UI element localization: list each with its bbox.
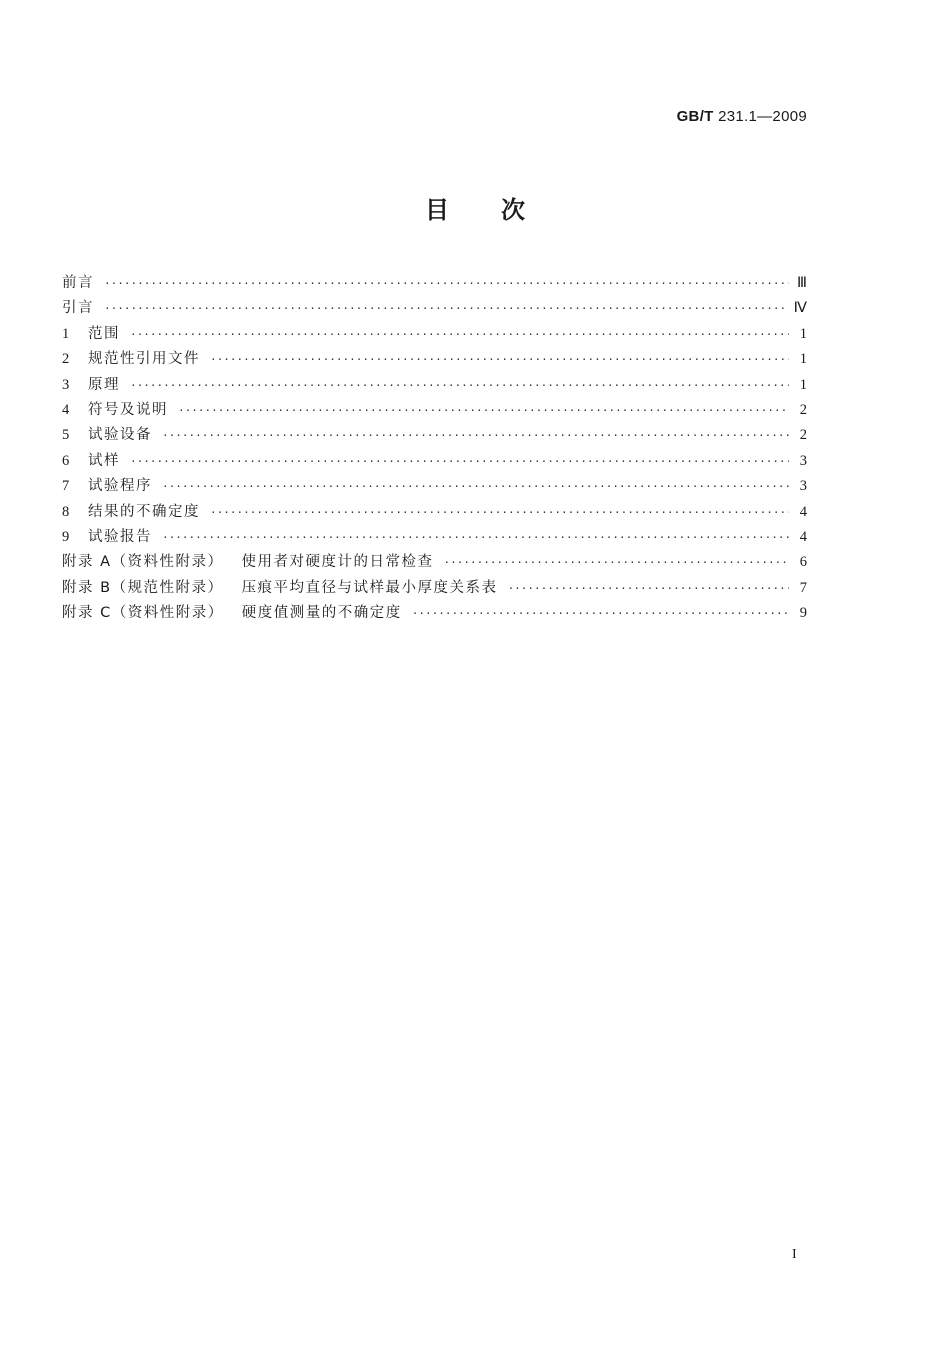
toc-leader-dots	[162, 429, 789, 442]
toc-entry-8[interactable]	[62, 500, 807, 525]
toc-page-number: 4	[799, 528, 807, 545]
toc-leader-dots	[444, 556, 789, 569]
toc-leader-dots	[210, 353, 789, 366]
toc-entry-number: 6	[62, 452, 70, 469]
toc-page-number: 1	[799, 325, 807, 342]
toc-leader-dots	[130, 328, 789, 341]
toc-entry-label: 试验设备	[88, 427, 152, 444]
toc-page-number: 3	[799, 452, 807, 469]
toc-entry-label: 试验程序	[88, 478, 152, 495]
toc-leader-dots	[210, 506, 789, 519]
standard-prefix: GB/T	[676, 108, 714, 125]
toc-entry-label: 规范性引用文件	[88, 351, 200, 368]
standard-code	[677, 108, 807, 125]
toc-page-number: 3	[799, 478, 807, 495]
toc-annex-prefix: 附录 A（资料性附录）	[62, 554, 224, 571]
toc-entry-6[interactable]	[62, 449, 807, 474]
toc-leader-dots	[162, 531, 789, 544]
toc-entry-2[interactable]	[62, 347, 807, 372]
toc-entry-7[interactable]	[62, 474, 807, 499]
toc-entry-label: 试样	[88, 452, 120, 469]
toc-entry-number: 4	[62, 401, 70, 418]
toc-entry-1[interactable]	[62, 322, 807, 347]
toc-leader-dots	[130, 455, 789, 468]
toc-leader-dots	[178, 404, 789, 417]
toc-entry-number: 5	[62, 427, 70, 444]
table-of-contents	[62, 271, 807, 626]
toc-title: 目次	[425, 196, 577, 224]
toc-entry-number: 8	[62, 503, 70, 520]
toc-annex-title: 硬度值测量的不确定度	[241, 605, 402, 622]
toc-entry-label: 引言	[62, 300, 94, 317]
toc-page-number: 1	[799, 351, 807, 368]
toc-page-number: Ⅳ	[793, 300, 807, 317]
toc-leader-dots	[508, 582, 789, 595]
toc-entry-label: 结果的不确定度	[88, 503, 200, 520]
toc-page-number: 1	[799, 376, 807, 393]
toc-leader-dots	[412, 607, 789, 620]
toc-entry-number: 7	[62, 478, 70, 495]
page-footer-number: I	[792, 1247, 797, 1262]
toc-page-number: 2	[799, 401, 807, 418]
toc-leader-dots	[130, 379, 789, 392]
standard-number: 231.1—2009	[718, 108, 807, 125]
toc-entry-annex-c[interactable]	[62, 601, 807, 626]
toc-entry-annex-b[interactable]	[62, 576, 807, 601]
toc-entry-annex-a[interactable]	[62, 550, 807, 575]
toc-entry-3[interactable]	[62, 373, 807, 398]
toc-leader-dots	[162, 480, 789, 493]
toc-entry-foreword[interactable]	[62, 271, 807, 296]
toc-entry-5[interactable]	[62, 423, 807, 448]
toc-entry-label: 原理	[88, 376, 120, 393]
toc-entry-number: 2	[62, 351, 70, 368]
toc-page-number: 9	[799, 605, 807, 622]
toc-page-number: 6	[799, 554, 807, 571]
toc-leader-dots	[104, 277, 789, 290]
toc-annex-prefix: 附录 B（规范性附录）	[62, 579, 224, 596]
toc-page-number: 7	[799, 579, 807, 596]
toc-entry-label: 试验报告	[88, 528, 152, 545]
toc-page-number: 2	[799, 427, 807, 444]
toc-entry-number: 3	[62, 376, 70, 393]
toc-annex-title: 使用者对硬度计的日常检查	[241, 554, 434, 571]
toc-entry-number: 1	[62, 325, 70, 342]
toc-annex-prefix: 附录 C（资料性附录）	[62, 605, 224, 622]
toc-annex-title: 压痕平均直径与试样最小厚度关系表	[241, 579, 498, 596]
toc-entry-number: 9	[62, 528, 70, 545]
toc-entry-label: 范围	[88, 325, 120, 342]
toc-entry-9[interactable]	[62, 525, 807, 550]
toc-page-number: 4	[799, 503, 807, 520]
toc-entry-4[interactable]	[62, 398, 807, 423]
toc-page-number: Ⅲ	[797, 275, 807, 291]
toc-entry-introduction[interactable]	[62, 296, 807, 321]
toc-entry-label: 符号及说明	[88, 401, 168, 418]
toc-entry-label: 前言	[62, 275, 94, 291]
toc-leader-dots	[104, 302, 786, 315]
